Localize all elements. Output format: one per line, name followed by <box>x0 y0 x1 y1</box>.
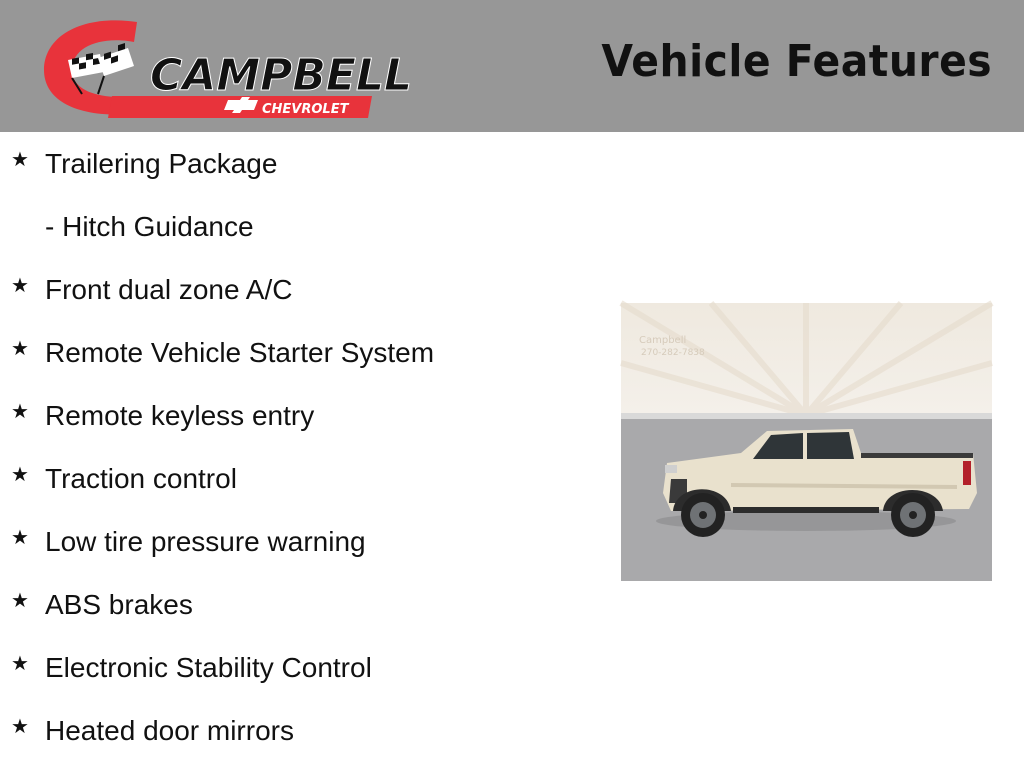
feature-item <box>0 207 600 247</box>
feature-text: ABS brakes <box>45 589 193 620</box>
star-bullet-icon: ★ <box>11 525 29 549</box>
campbell-chevrolet-logo <box>42 14 413 120</box>
feature-text: Heated door mirrors <box>45 715 294 746</box>
feature-item <box>0 585 600 625</box>
feature-text: Remote Vehicle Starter System <box>45 337 435 368</box>
header-bar <box>0 0 1024 132</box>
vehicle-photo <box>621 303 992 581</box>
star-bullet-icon: ★ <box>11 336 29 360</box>
logo-brand-text: CAMPBELL <box>150 50 413 101</box>
feature-text: Remote keyless entry <box>45 400 315 431</box>
feature-item <box>0 711 600 751</box>
feature-item <box>0 270 600 310</box>
star-bullet-icon: ★ <box>11 273 29 297</box>
star-bullet-icon: ★ <box>11 714 29 738</box>
logo-sub-text: CHEVROLET <box>262 102 349 117</box>
feature-item <box>0 522 600 562</box>
star-bullet-icon: ★ <box>11 462 29 486</box>
feature-text: Trailering Package <box>45 148 278 179</box>
star-bullet-icon: ★ <box>11 399 29 423</box>
feature-item <box>0 459 600 499</box>
feature-text: Low tire pressure warning <box>45 526 366 557</box>
feature-text: Traction control <box>45 463 237 494</box>
watermark-phone: 270-282-7838 <box>641 348 705 358</box>
star-bullet-icon: ★ <box>11 588 29 612</box>
feature-item <box>0 396 600 436</box>
watermark-text: Campbell <box>639 335 687 346</box>
star-bullet-icon: ★ <box>11 651 29 675</box>
feature-item <box>0 333 600 373</box>
feature-item <box>0 144 600 184</box>
page-title: Vehicle Features <box>601 36 992 87</box>
feature-item <box>0 648 600 688</box>
feature-text: - Hitch Guidance <box>45 211 254 242</box>
feature-text: Front dual zone A/C <box>45 274 293 305</box>
star-bullet-icon: ★ <box>11 147 29 171</box>
feature-text: Electronic Stability Control <box>45 652 372 683</box>
